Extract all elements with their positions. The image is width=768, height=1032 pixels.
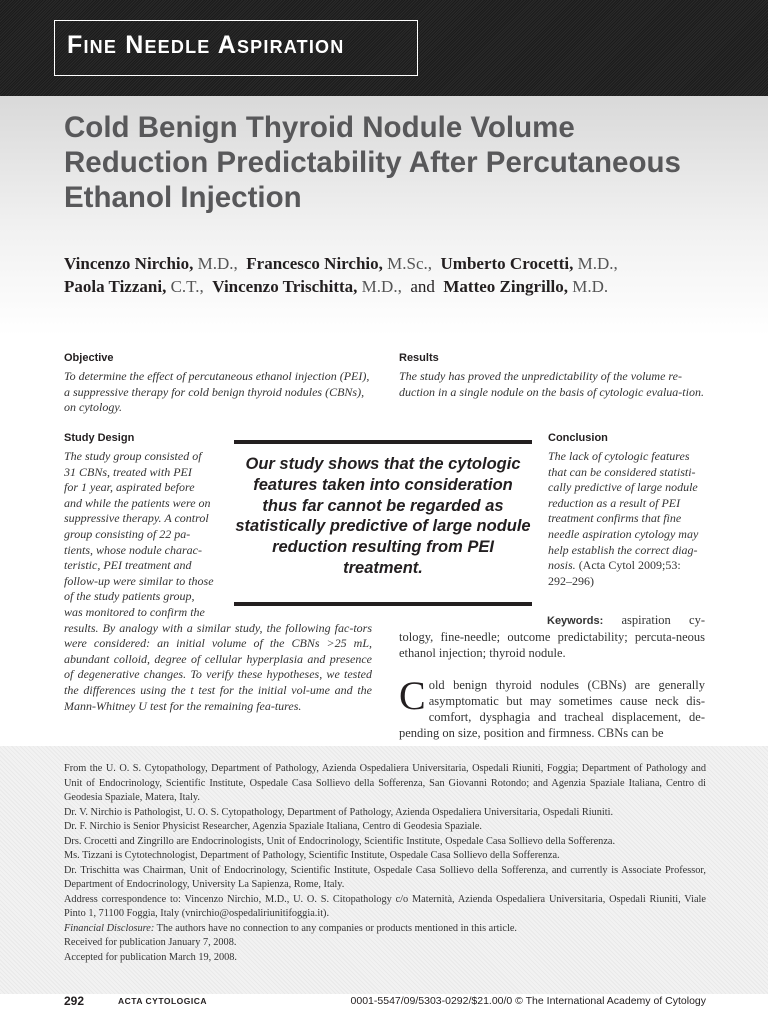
author-credential: M.D.,	[577, 254, 618, 273]
keywords-text: aspiration cy-tology, fine-needle; outcome predictability; percuta-neous ethanol injection; thyroid nodule.	[399, 613, 705, 660]
author-name: Matteo Zingrillo,	[443, 277, 569, 296]
copyright-line: 0001-5547/09/5303-0292/$21.00/0 © The International Academy of Cytology	[350, 995, 706, 1007]
pull-quote-box	[234, 440, 532, 606]
pull-quote: Our study shows that the cytologic features taken into consideration thus far cannot be regarded as statistically predictive of large nodule reduction resulting from PEI treatment.	[235, 455, 531, 577]
accepted-date: Accepted for publication March 19, 2008.	[64, 951, 237, 963]
intro-paragraph	[399, 673, 705, 741]
page-number: 292	[64, 994, 85, 1008]
citation: (Acta Cytol 2009;53:	[578, 558, 681, 573]
objective-text: To determine the effect of percutaneous ethanol injection (PEI), a suppressive therapy for cold benign thyroid nodules (CBNs), on cytology.	[64, 369, 370, 415]
conclusion-line: cally predictive of large nodule	[548, 480, 698, 495]
footnote: From the U. O. S. Cytopathology, Department of Pathology, Azienda Ospedaliera Universitaria, Ospedali Riuniti, Foggia; Department of Pathology and Unit of Endocrinology, Scientific Institute, Ospedale Casa Sollievo della Sofferenza, San Giovanni Rotondo; and Agenzia Spaziale Italiana, Centro di Geodesia Spaziale, Matera, Italy.	[64, 763, 706, 803]
conclusion-line: that can be considered statisti-	[548, 464, 696, 479]
article-title	[64, 110, 704, 215]
footnote: Dr. F. Nirchio is Senior Physicist Researcher, Agenzia Spaziale Italiana, Centro di Geodesia Spaziale.	[64, 821, 482, 832]
author-credential: M.D.,	[197, 254, 238, 273]
conclusion-line: The lack of cytologic features	[548, 449, 690, 463]
author-credential: M.D.,	[361, 277, 402, 296]
drop-cap: C	[399, 673, 426, 718]
page-footer	[64, 994, 706, 1010]
author-list	[64, 252, 724, 298]
study-line: 31 CBNs, treated with PEI	[64, 464, 192, 479]
citation-pages: 292–296)	[548, 573, 594, 588]
conclusion-last-line	[548, 558, 708, 574]
results-section	[399, 352, 704, 400]
received-date: Received for publication January 7, 2008.	[64, 937, 237, 948]
footnote: Drs. Crocetti and Zingrillo are Endocrinologists, Unit of Endocrinology, Scientific Institute, Ospedale Casa Sollievo della Sofferenza.	[64, 835, 616, 847]
conclusion-line: help establish the correct diag-	[548, 542, 698, 557]
study-line: suppressive therapy. A control	[64, 511, 209, 526]
author-credential: M.Sc.,	[387, 254, 433, 273]
disclosure-text: The authors have no connection to any companies or products mentioned in this article.	[156, 922, 517, 934]
disclosure	[64, 922, 706, 937]
intro-text: old benign thyroid nodules (CBNs) are generally asymptomatic but may sometimes cause neck dis-comfort, dysphagia and tracheal displacement, de-pending on size, position and firmness. CBNs can be	[399, 678, 705, 740]
title-line: Cold Benign Thyroid Nodule Volume	[64, 111, 575, 144]
study-line: follow-up were similar to those	[64, 573, 214, 588]
conclusion-line: reduction as a result of PEI	[548, 495, 681, 510]
study-design-text: results. By analogy with a similar study, the following fac-tors were considered: an initial volume of the CBNs >25 mL, abundant colloid, degree of cellular hyperplasia and presence of degenerative changes. To verify these hypotheses, we tested the differences using the t test for the initial vol-ume and the Mann-Whitney U test for the remaining fea-tures.	[64, 620, 372, 713]
author-name: Vincenzo Trischitta,	[212, 277, 358, 296]
footnote: Ms. Tizzani is Cytotechnologist, Department of Pathology, Scientific Institute, Ospedale Casa Sollievo della Sofferenza.	[64, 850, 560, 861]
footnote: Dr. Trischitta was Chairman, Unit of Endocrinology, Scientific Institute, Ospedale Casa Sollievo della Sofferenza, and currently is Associate Professor, Department of Endocrinology, University La Sapienza, Rome, Italy.	[64, 864, 706, 890]
pull-quote-rule-top	[234, 440, 532, 444]
author-name: Umberto Crocetti,	[440, 254, 574, 273]
conclusion-heading: Conclusion	[548, 432, 608, 444]
study-line: of the study patients group,	[64, 589, 195, 604]
study-line: was monitored to confirm the	[64, 604, 205, 619]
study-design-wrap	[64, 449, 226, 621]
results-text: The study has proved the unpredictability of the volume re-duction in a single nodule on the basis of cytologic evalua-tion.	[399, 369, 704, 399]
keywords-heading: Keywords:	[547, 615, 604, 627]
footnote: Address correspondence to: Vincenzo Nirchio, M.D., U. O. S. Citopathology c/o Maternità, Azienda Ospedaliera Universitaria, Ospedali Riuniti, Viale Pinto 1, 71100 Foggia, Italy (vnirchio@ospedaliriunitifoggia.it).	[64, 893, 706, 919]
objective-heading: Objective	[64, 352, 114, 364]
study-line: group consisting of 22 pa-	[64, 526, 191, 541]
author-credential: C.T.,	[170, 277, 204, 296]
disclosure-label: Financial Disclosure:	[64, 922, 155, 934]
study-line: and while the patients were on	[64, 495, 211, 510]
study-line: teristic, PEI treatment and	[64, 558, 192, 573]
objective-section	[64, 352, 374, 416]
study-line: tients, whose nodule charac-	[64, 542, 202, 557]
study-line: The study group consisted of	[64, 449, 202, 463]
footnote: Dr. V. Nirchio is Pathologist, U. O. S. Cytopathology, Department of Pathology, Azienda Ospedaliera Universitaria, Ospedali Riuniti.	[64, 806, 614, 818]
author-line-1	[64, 252, 724, 275]
section-label-box	[54, 20, 418, 76]
results-heading: Results	[399, 352, 439, 364]
section-label: Fine Needle Aspiration	[67, 31, 345, 59]
author-name: Vincenzo Nirchio,	[64, 254, 194, 273]
conclusion-line: nosis.	[548, 558, 576, 573]
study-line: for 1 year, aspirated before	[64, 480, 195, 495]
conclusion-section	[548, 432, 708, 589]
author-credential: M.D.	[572, 277, 609, 296]
study-design-heading: Study Design	[64, 432, 135, 444]
author-line-2	[64, 275, 724, 298]
pull-quote-rule-bottom	[234, 602, 532, 606]
keywords-section	[399, 612, 705, 661]
conclusion-wrap	[548, 449, 708, 589]
footnotes	[64, 762, 706, 965]
title-line: Ethanol Injection	[64, 181, 302, 214]
author-name: Paola Tizzani,	[64, 277, 167, 296]
author-conjunction: and	[410, 277, 435, 296]
conclusion-line: treatment confirms that fine	[548, 511, 682, 526]
author-name: Francesco Nirchio,	[246, 254, 383, 273]
title-line: Reduction Predictability After Percutaneous	[64, 146, 681, 179]
journal-name: ACTA CYTOLOGICA	[118, 996, 208, 1006]
conclusion-line: needle aspiration cytology may	[548, 526, 699, 541]
